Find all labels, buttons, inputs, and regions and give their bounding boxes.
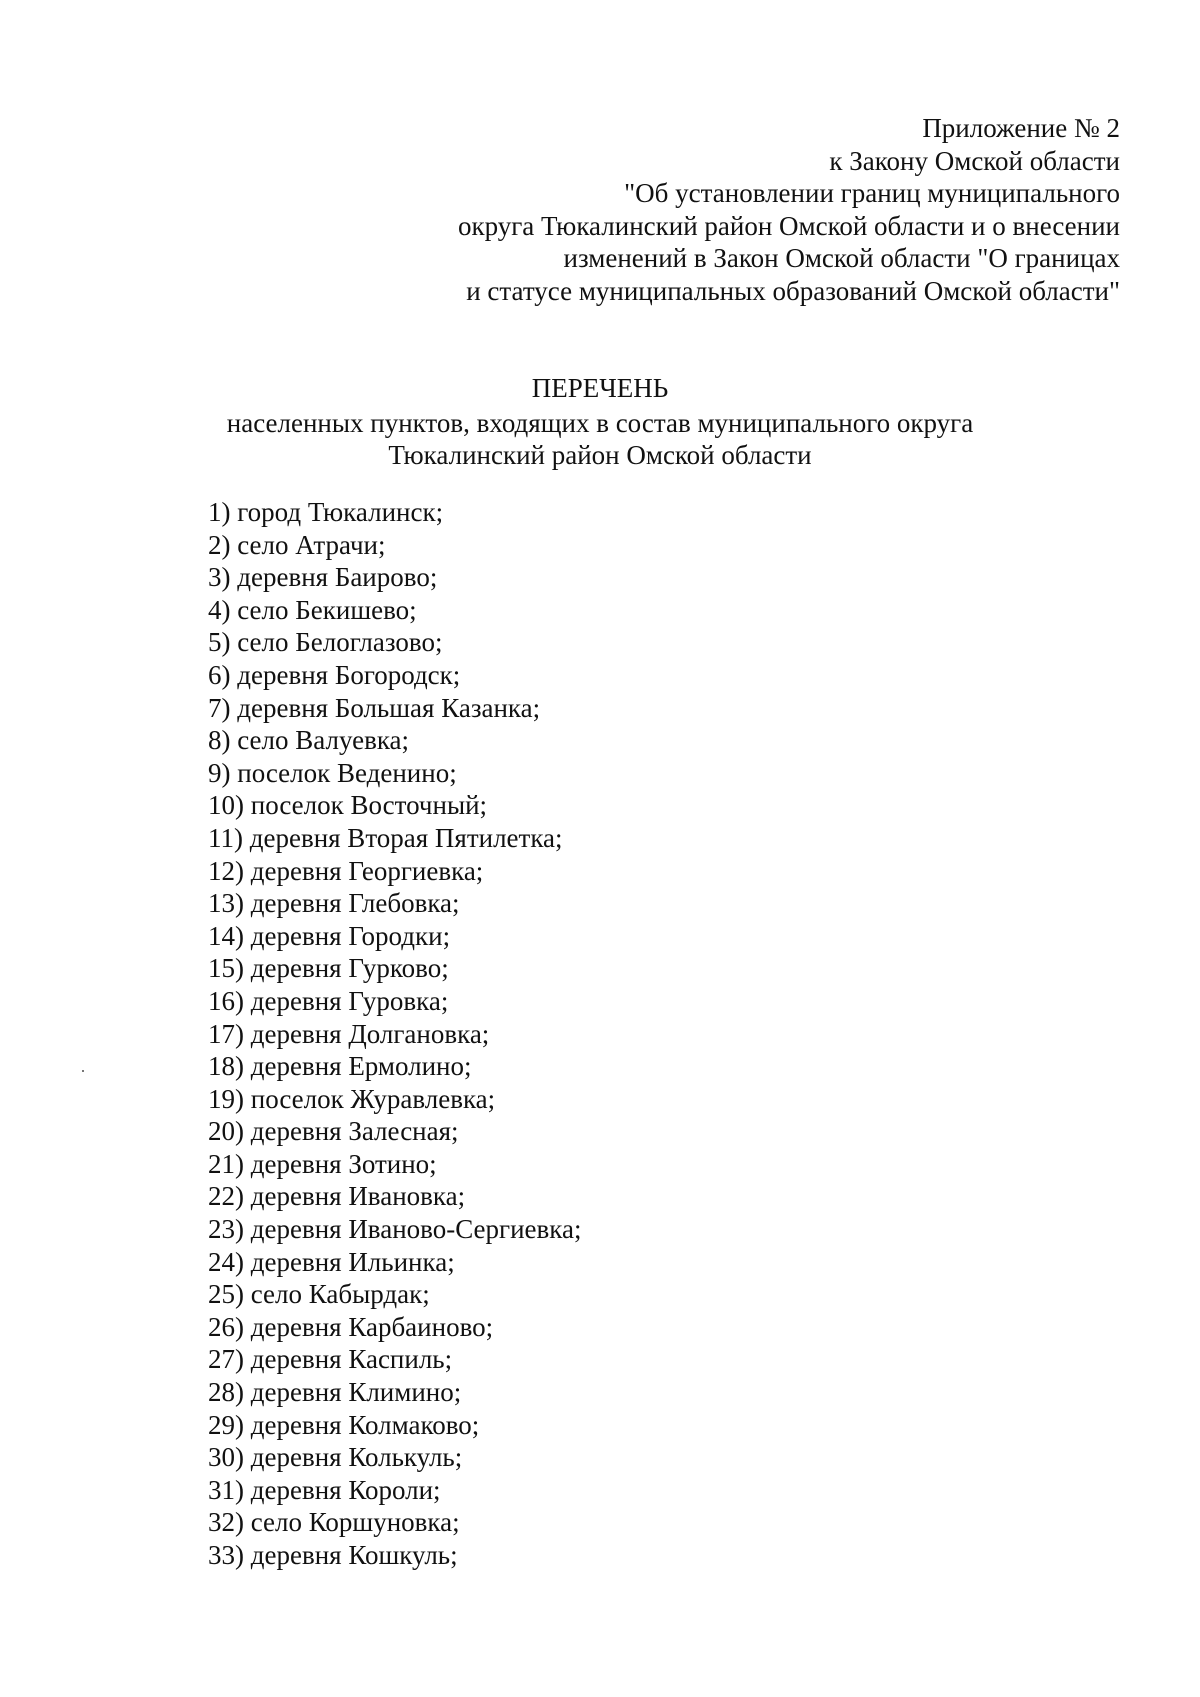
list-item: 11) деревня Вторая Пятилетка; (208, 822, 563, 853)
list-item: 22) деревня Ивановка; (208, 1181, 466, 1212)
list-item: 12) деревня Георгиевка; (208, 855, 484, 886)
document-subtitle: населенных пунктов, входящих в состав муниципального округа (226, 407, 974, 438)
document-subtitle: Тюкалинский район Омской области (388, 440, 812, 470)
list-item: 13) деревня Глебовка; (208, 888, 460, 919)
list-item: 1) город Тюкалинск; (208, 497, 444, 527)
appendix-header (458, 112, 1120, 307)
list-item: 9) поселок Веденино; (208, 757, 457, 788)
list-item: 5) село Белоглазово; (208, 627, 443, 658)
list-item: 16) деревня Гуровка; (208, 985, 449, 1016)
list-item: 24) деревня Ильинка; (208, 1246, 455, 1277)
list-item: 6) деревня Богородск; (208, 659, 461, 690)
list-item: 8) село Валуевка; (208, 725, 410, 756)
list-item: 17) деревня Долгановка; (208, 1018, 490, 1049)
appendix-line: к Закону Омской области (829, 145, 1120, 176)
list-item: 2) село Атрачи; (208, 529, 386, 560)
list-item: 20) деревня Залесная; (208, 1116, 459, 1147)
list-item: 32) село Коршуновка; (208, 1507, 460, 1538)
scan-speck (82, 1070, 84, 1072)
list-item: 14) деревня Городки; (208, 920, 451, 951)
list-item: 29) деревня Колмаково; (208, 1409, 480, 1440)
document-title: ПЕРЕЧЕНЬ (531, 373, 669, 403)
list-item: 19) поселок Журавлевка; (208, 1083, 496, 1114)
list-item: 30) деревня Колькуль; (208, 1442, 463, 1473)
list-item: 28) деревня Климино; (208, 1377, 462, 1408)
list-item: 7) деревня Большая Казанка; (208, 692, 541, 723)
appendix-line: "Об установлении границ муниципального (624, 178, 1120, 208)
list-heading (0, 372, 1200, 472)
list-item: 25) село Кабырдак; (208, 1279, 430, 1310)
list-item: 21) деревня Зотино; (208, 1148, 437, 1179)
appendix-line: округа Тюкалинский район Омской области и о внесении (457, 210, 1120, 241)
appendix-line: и статусе муниципальных образований Омской области" (466, 275, 1120, 306)
settlements-list (208, 496, 581, 1572)
list-item: 31) деревня Короли; (208, 1474, 441, 1505)
appendix-line: изменений в Закон Омской области "О границах (563, 243, 1120, 273)
list-item: 4) село Бекишево; (208, 594, 417, 625)
appendix-line: Приложение № 2 (922, 113, 1120, 143)
list-item: 26) деревня Карбаиново; (208, 1311, 494, 1342)
list-item: 27) деревня Каспиль; (208, 1344, 453, 1375)
list-item: 15) деревня Гурково; (208, 953, 449, 984)
list-item: 3) деревня Баирово; (208, 562, 438, 593)
list-item: 33) деревня Кошкуль; (208, 1540, 458, 1570)
list-item: 10) поселок Восточный; (208, 790, 488, 821)
list-item: 18) деревня Ермолино; (208, 1051, 472, 1082)
list-item: 23) деревня Иваново-Сергиевка; (208, 1214, 582, 1245)
